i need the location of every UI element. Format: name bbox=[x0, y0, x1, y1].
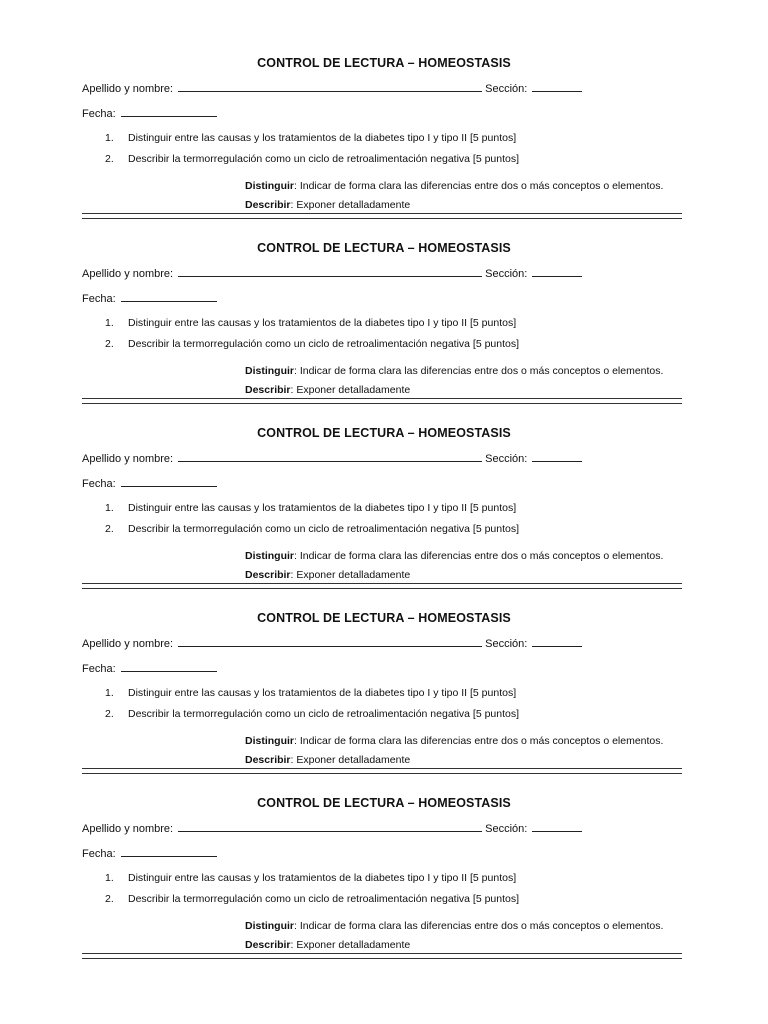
date-label: Fecha: bbox=[82, 848, 116, 860]
quiz-title: CONTROL DE LECTURA – HOMEOSTASIS bbox=[257, 611, 511, 625]
section-label: Sección: bbox=[485, 453, 528, 465]
section-blank-line bbox=[532, 820, 582, 832]
name-blank-line bbox=[178, 265, 482, 277]
name-label: Apellido y nombre: bbox=[82, 638, 174, 650]
definition-text: : Indicar de forma clara las diferencias entre dos o más conceptos o elementos. bbox=[294, 365, 664, 377]
date-blank-line bbox=[121, 105, 217, 117]
name-label: Apellido y nombre: bbox=[82, 823, 174, 835]
definition-text: : Indicar de forma clara las diferencias entre dos o más conceptos o elementos. bbox=[294, 180, 664, 192]
definition-term: Distinguir bbox=[245, 920, 294, 932]
definition-line bbox=[245, 179, 663, 193]
question-number: 2. bbox=[105, 893, 114, 905]
date-label: Fecha: bbox=[82, 663, 116, 675]
reading-quiz-block bbox=[0, 240, 768, 425]
definition-line bbox=[245, 938, 410, 952]
question-number: 1. bbox=[105, 687, 114, 699]
definition-line bbox=[245, 549, 663, 563]
question-number: 1. bbox=[105, 132, 114, 144]
definition-text: : Exponer detalladamente bbox=[290, 754, 411, 766]
definition-line bbox=[245, 753, 410, 767]
definition-line bbox=[245, 198, 410, 212]
double-line-separator bbox=[82, 583, 682, 589]
name-row bbox=[82, 820, 582, 837]
question-item bbox=[105, 522, 519, 536]
question-text: Distinguir entre las causas y los tratamientos de la diabetes tipo I y tipo II [5 puntos] bbox=[128, 872, 517, 884]
double-line-separator bbox=[82, 213, 682, 219]
definition-term: Distinguir bbox=[245, 365, 294, 377]
question-item bbox=[105, 316, 516, 330]
name-label: Apellido y nombre: bbox=[82, 268, 174, 280]
definition-term: Describir bbox=[245, 939, 291, 951]
question-number: 1. bbox=[105, 502, 114, 514]
date-blank-line bbox=[121, 845, 217, 857]
name-blank-line bbox=[178, 80, 482, 92]
definition-text: : Indicar de forma clara las diferencias entre dos o más conceptos o elementos. bbox=[294, 735, 664, 747]
definition-term: Distinguir bbox=[245, 180, 294, 192]
question-number: 2. bbox=[105, 708, 114, 720]
definition-text: : Exponer detalladamente bbox=[290, 199, 411, 211]
date-blank-line bbox=[121, 290, 217, 302]
date-row bbox=[82, 845, 217, 862]
definition-line bbox=[245, 919, 663, 933]
quiz-title: CONTROL DE LECTURA – HOMEOSTASIS bbox=[257, 796, 511, 810]
double-line-separator bbox=[82, 768, 682, 774]
date-row bbox=[82, 290, 217, 307]
question-number: 1. bbox=[105, 872, 114, 884]
question-text: Distinguir entre las causas y los tratamientos de la diabetes tipo I y tipo II [5 puntos] bbox=[128, 687, 517, 699]
name-row bbox=[82, 635, 582, 652]
section-label: Sección: bbox=[485, 638, 528, 650]
question-item bbox=[105, 871, 516, 885]
section-label: Sección: bbox=[485, 823, 528, 835]
section-blank-line bbox=[532, 265, 582, 277]
section-blank-line bbox=[532, 80, 582, 92]
date-label: Fecha: bbox=[82, 293, 116, 305]
quiz-title: CONTROL DE LECTURA – HOMEOSTASIS bbox=[257, 426, 511, 440]
question-text: Describir la termorregulación como un ciclo de retroalimentación negativa [5 puntos] bbox=[128, 153, 520, 165]
name-row bbox=[82, 265, 582, 282]
question-item bbox=[105, 892, 519, 906]
question-number: 2. bbox=[105, 523, 114, 535]
definition-line bbox=[245, 383, 410, 397]
question-text: Distinguir entre las causas y los tratamientos de la diabetes tipo I y tipo II [5 puntos] bbox=[128, 132, 517, 144]
reading-quiz-block bbox=[0, 610, 768, 795]
section-label: Sección: bbox=[485, 268, 528, 280]
question-number: 2. bbox=[105, 338, 114, 350]
question-text: Describir la termorregulación como un ciclo de retroalimentación negativa [5 puntos] bbox=[128, 523, 520, 535]
definition-text: : Exponer detalladamente bbox=[290, 939, 411, 951]
reading-quiz-block bbox=[0, 55, 768, 240]
date-label: Fecha: bbox=[82, 108, 116, 120]
definition-term: Distinguir bbox=[245, 550, 294, 562]
definition-term: Describir bbox=[245, 754, 291, 766]
question-number: 1. bbox=[105, 317, 114, 329]
question-item bbox=[105, 131, 516, 145]
name-label: Apellido y nombre: bbox=[82, 83, 174, 95]
name-blank-line bbox=[178, 450, 482, 462]
question-text: Distinguir entre las causas y los tratamientos de la diabetes tipo I y tipo II [5 puntos] bbox=[128, 502, 517, 514]
definition-term: Distinguir bbox=[245, 735, 294, 747]
quiz-title: CONTROL DE LECTURA – HOMEOSTASIS bbox=[257, 56, 511, 70]
question-item bbox=[105, 686, 516, 700]
question-item bbox=[105, 707, 519, 721]
reading-quiz-block bbox=[0, 795, 768, 980]
name-row bbox=[82, 80, 582, 97]
question-item bbox=[105, 337, 519, 351]
question-number: 2. bbox=[105, 153, 114, 165]
date-row bbox=[82, 660, 217, 677]
question-item bbox=[105, 501, 516, 515]
name-blank-line bbox=[178, 820, 482, 832]
date-row bbox=[82, 105, 217, 122]
question-item bbox=[105, 152, 519, 166]
definition-text: : Indicar de forma clara las diferencias entre dos o más conceptos o elementos. bbox=[294, 550, 664, 562]
date-label: Fecha: bbox=[82, 478, 116, 490]
name-row bbox=[82, 450, 582, 467]
section-label: Sección: bbox=[485, 83, 528, 95]
question-text: Describir la termorregulación como un ciclo de retroalimentación negativa [5 puntos] bbox=[128, 893, 520, 905]
date-row bbox=[82, 475, 217, 492]
date-blank-line bbox=[121, 475, 217, 487]
date-blank-line bbox=[121, 660, 217, 672]
definition-term: Describir bbox=[245, 569, 291, 581]
definition-text: : Indicar de forma clara las diferencias entre dos o más conceptos o elementos. bbox=[294, 920, 664, 932]
section-blank-line bbox=[532, 450, 582, 462]
question-text: Distinguir entre las causas y los tratamientos de la diabetes tipo I y tipo II [5 puntos] bbox=[128, 317, 517, 329]
definition-line bbox=[245, 364, 663, 378]
reading-quiz-block bbox=[0, 425, 768, 610]
definition-term: Describir bbox=[245, 384, 291, 396]
definition-line bbox=[245, 734, 663, 748]
definition-line bbox=[245, 568, 410, 582]
definition-term: Describir bbox=[245, 199, 291, 211]
name-blank-line bbox=[178, 635, 482, 647]
name-label: Apellido y nombre: bbox=[82, 453, 174, 465]
section-blank-line bbox=[532, 635, 582, 647]
question-text: Describir la termorregulación como un ciclo de retroalimentación negativa [5 puntos] bbox=[128, 338, 520, 350]
definition-text: : Exponer detalladamente bbox=[290, 384, 411, 396]
question-text: Describir la termorregulación como un ciclo de retroalimentación negativa [5 puntos] bbox=[128, 708, 520, 720]
definition-text: : Exponer detalladamente bbox=[290, 569, 411, 581]
double-line-separator bbox=[82, 953, 682, 959]
quiz-title: CONTROL DE LECTURA – HOMEOSTASIS bbox=[257, 241, 511, 255]
double-line-separator bbox=[82, 398, 682, 404]
